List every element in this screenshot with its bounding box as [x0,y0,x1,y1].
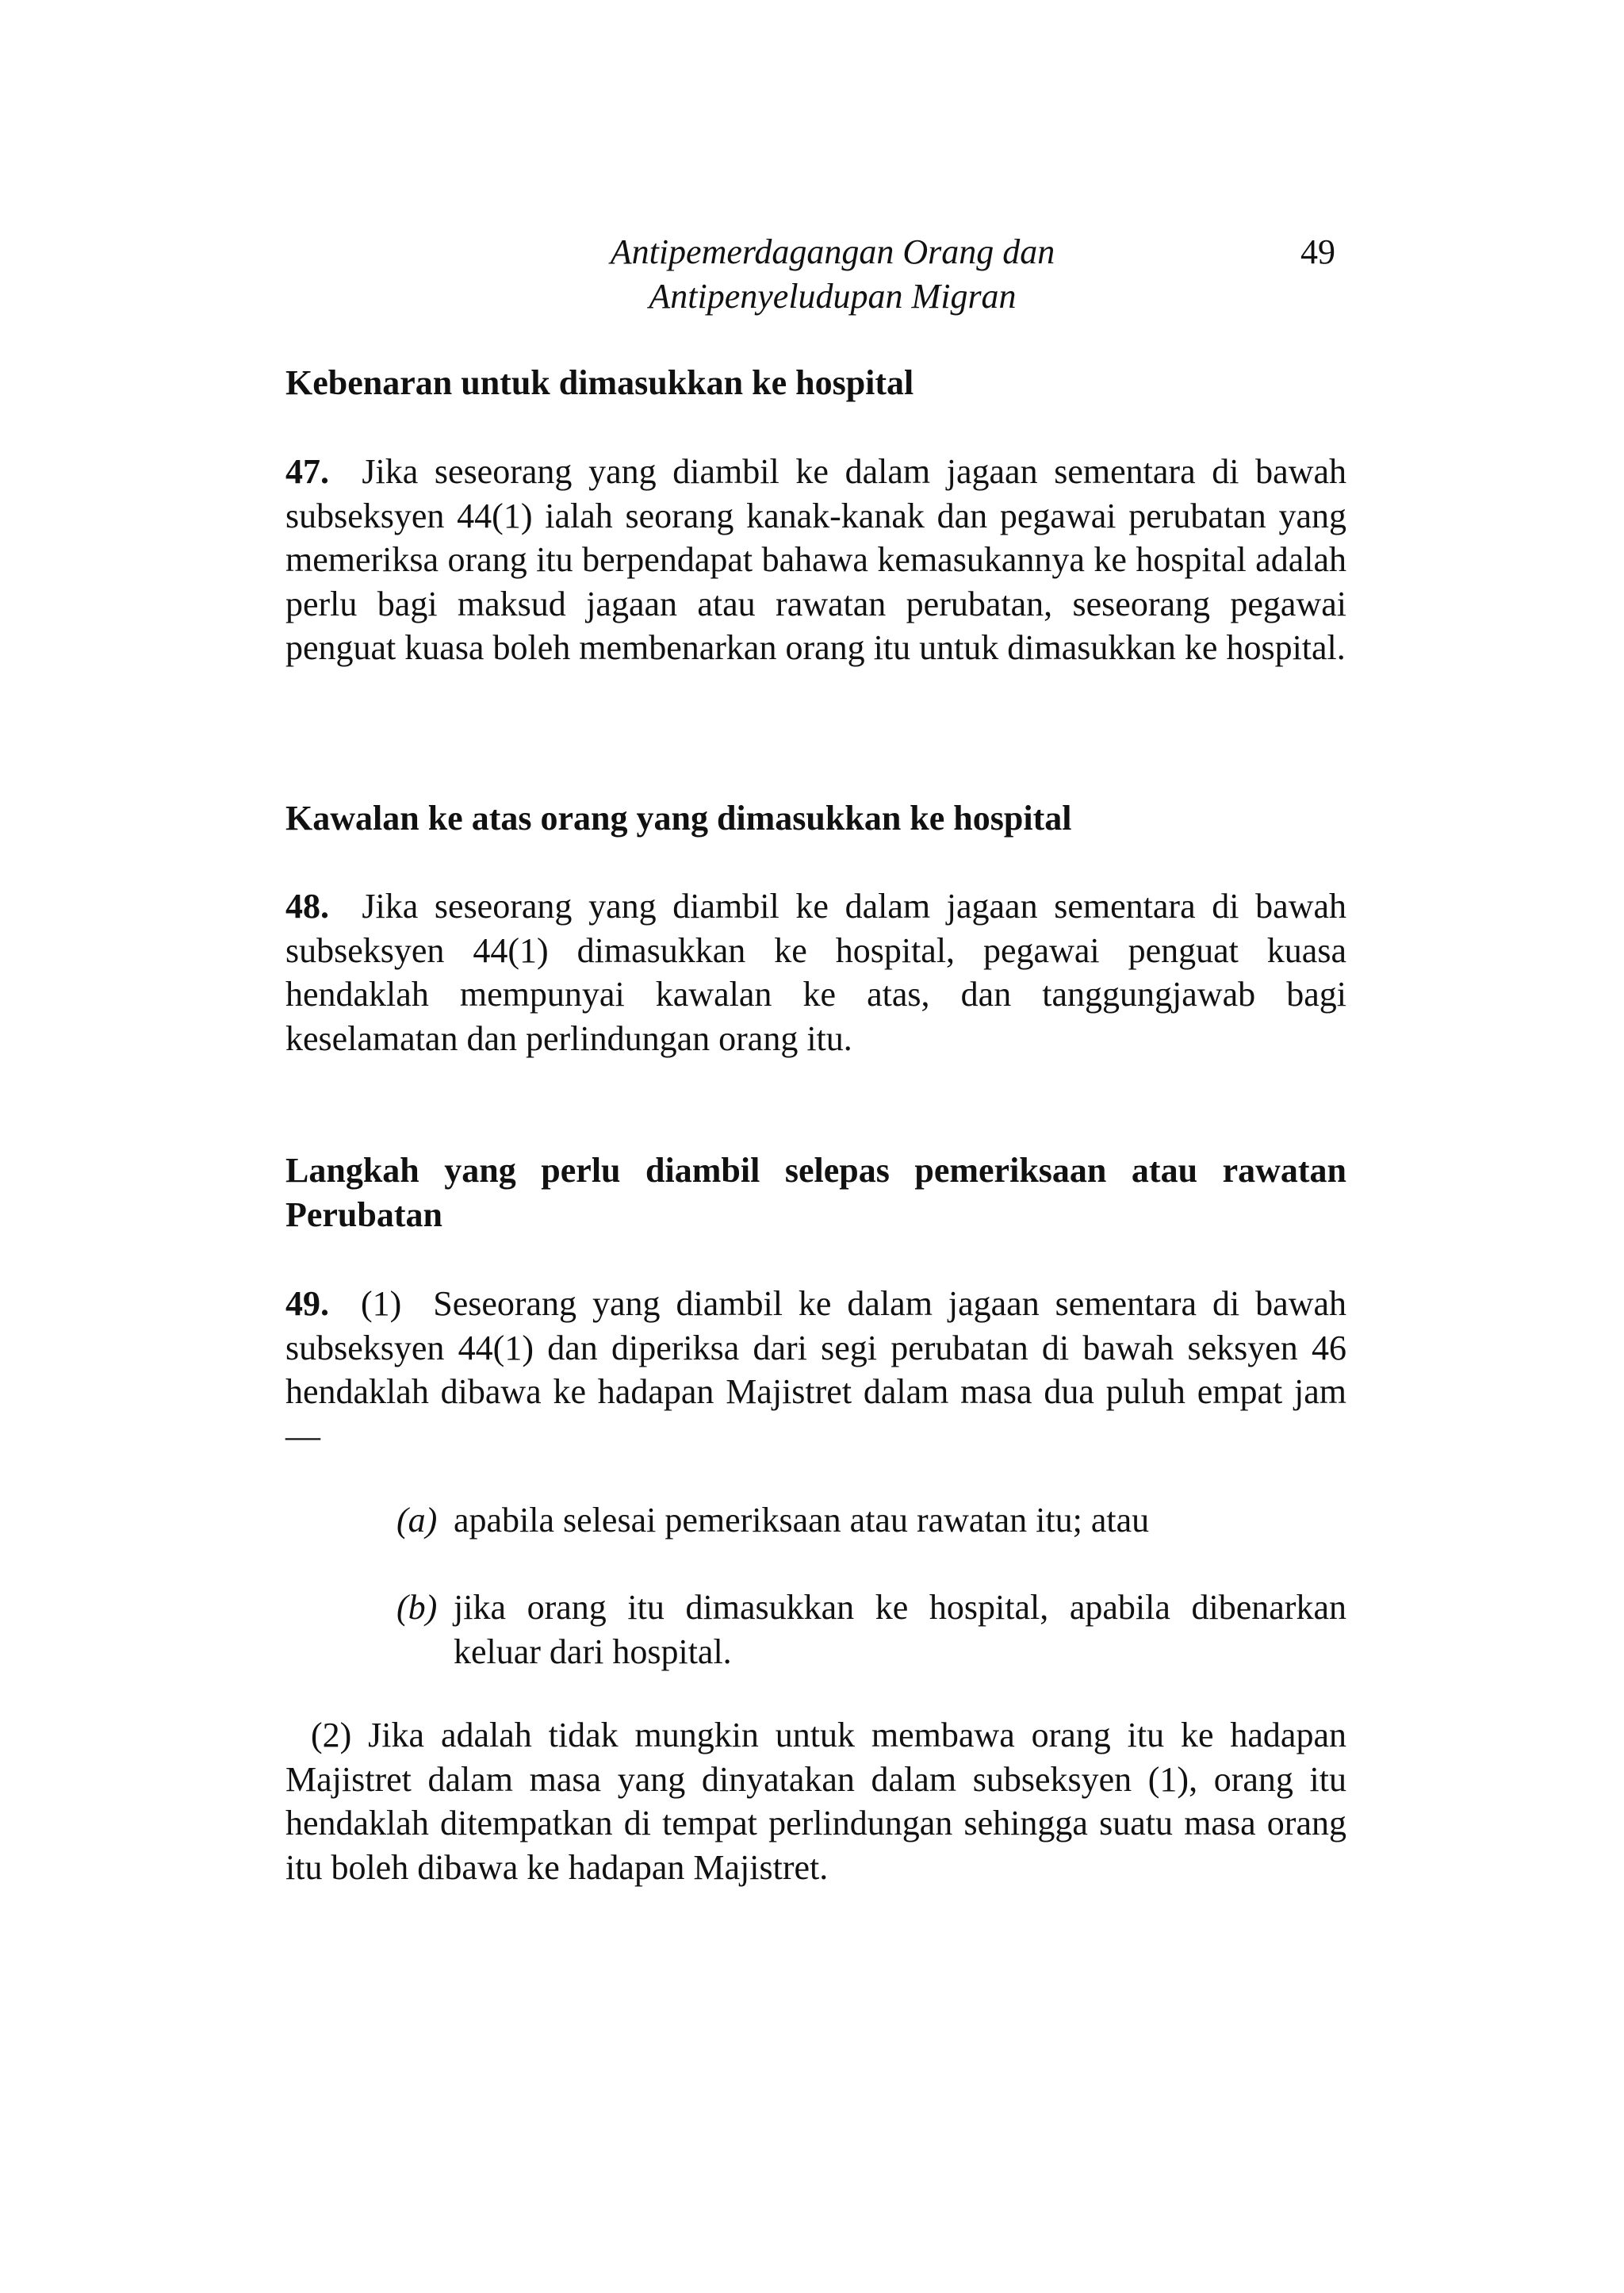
list-item-b-text: jika orang itu dimasukkan ke hospital, apabila dibenarkan keluar dari hospital. [454,1588,1346,1671]
section-49-sub1-label: (1) [360,1284,402,1323]
section-49-number: 49. [285,1284,329,1323]
section-48-text: Jika seseorang yang diambil ke dalam jagaan sementara di bawah subseksyen 44(1) dimasukkan ke hospital, pegawai penguat kuasa hendaklah mempunyai kawalan ke atas, dan tanggungjawab bagi keselamatan dan perlindungan orang itu. [285,887,1347,1058]
section-47-heading: Kebenaran untuk dimasukkan ke hospital [285,363,914,402]
page-number: 49 [1300,232,1335,271]
section-47-text: Jika seseorang yang diambil ke dalam jagaan sementara di bawah subseksyen 44(1) ialah seorang kanak-kanak dan pegawai perubatan yang memeriksa orang itu berpendapat bahawa kemasukannya ke hospital adalah perlu bagi maksud jagaan atau rawatan perubatan, seseorang pegawai penguat kuasa boleh membenarkan orang itu untuk dimasukkan ke hospital. [285,452,1347,667]
list-item-a-label: (a) [396,1501,438,1540]
section-49-sub1-text: Seseorang yang diambil ke dalam jagaan sementara di bawah subseksyen 44(1) dan diperiksa dari segi perubatan di bawah seksyen 46 hendaklah dibawa ke hadapan Majistret dalam masa dua puluh empat jam— [285,1284,1347,1455]
section-48-body [285,884,1346,1060]
running-header [555,230,1110,319]
section-47-number: 47. [285,452,329,491]
running-header-line-2: Antipenyeludupan Migran [649,277,1017,316]
list-item-b-label: (b) [396,1588,438,1627]
section-49-heading: Langkah yang perlu diambil selepas pemeriksaan atau rawatan Perubatan [285,1151,1346,1234]
running-header-line-1: Antipemerdagangan Orang dan [610,232,1055,271]
list-item-a [396,1498,1346,1543]
list-item-a-text: apabila selesai pemeriksaan atau rawatan itu; atau [454,1501,1150,1540]
section-49-subsection-1 [285,1282,1346,1458]
section-49-subsection-2: (2) Jika adalah tidak mungkin untuk membawa orang itu ke hadapan Majistret dalam masa yang dinyatakan dalam subseksyen (1), orang itu hendaklah ditempatkan di tempat perlindungan sehingga suatu masa orang itu boleh dibawa ke hadapan Majistret. [285,1716,1346,1887]
section-47-body [285,450,1346,670]
section-48-number: 48. [285,887,329,926]
section-48-heading: Kawalan ke atas orang yang dimasukkan ke hospital [285,799,1072,838]
list-item-b [396,1586,1346,1674]
